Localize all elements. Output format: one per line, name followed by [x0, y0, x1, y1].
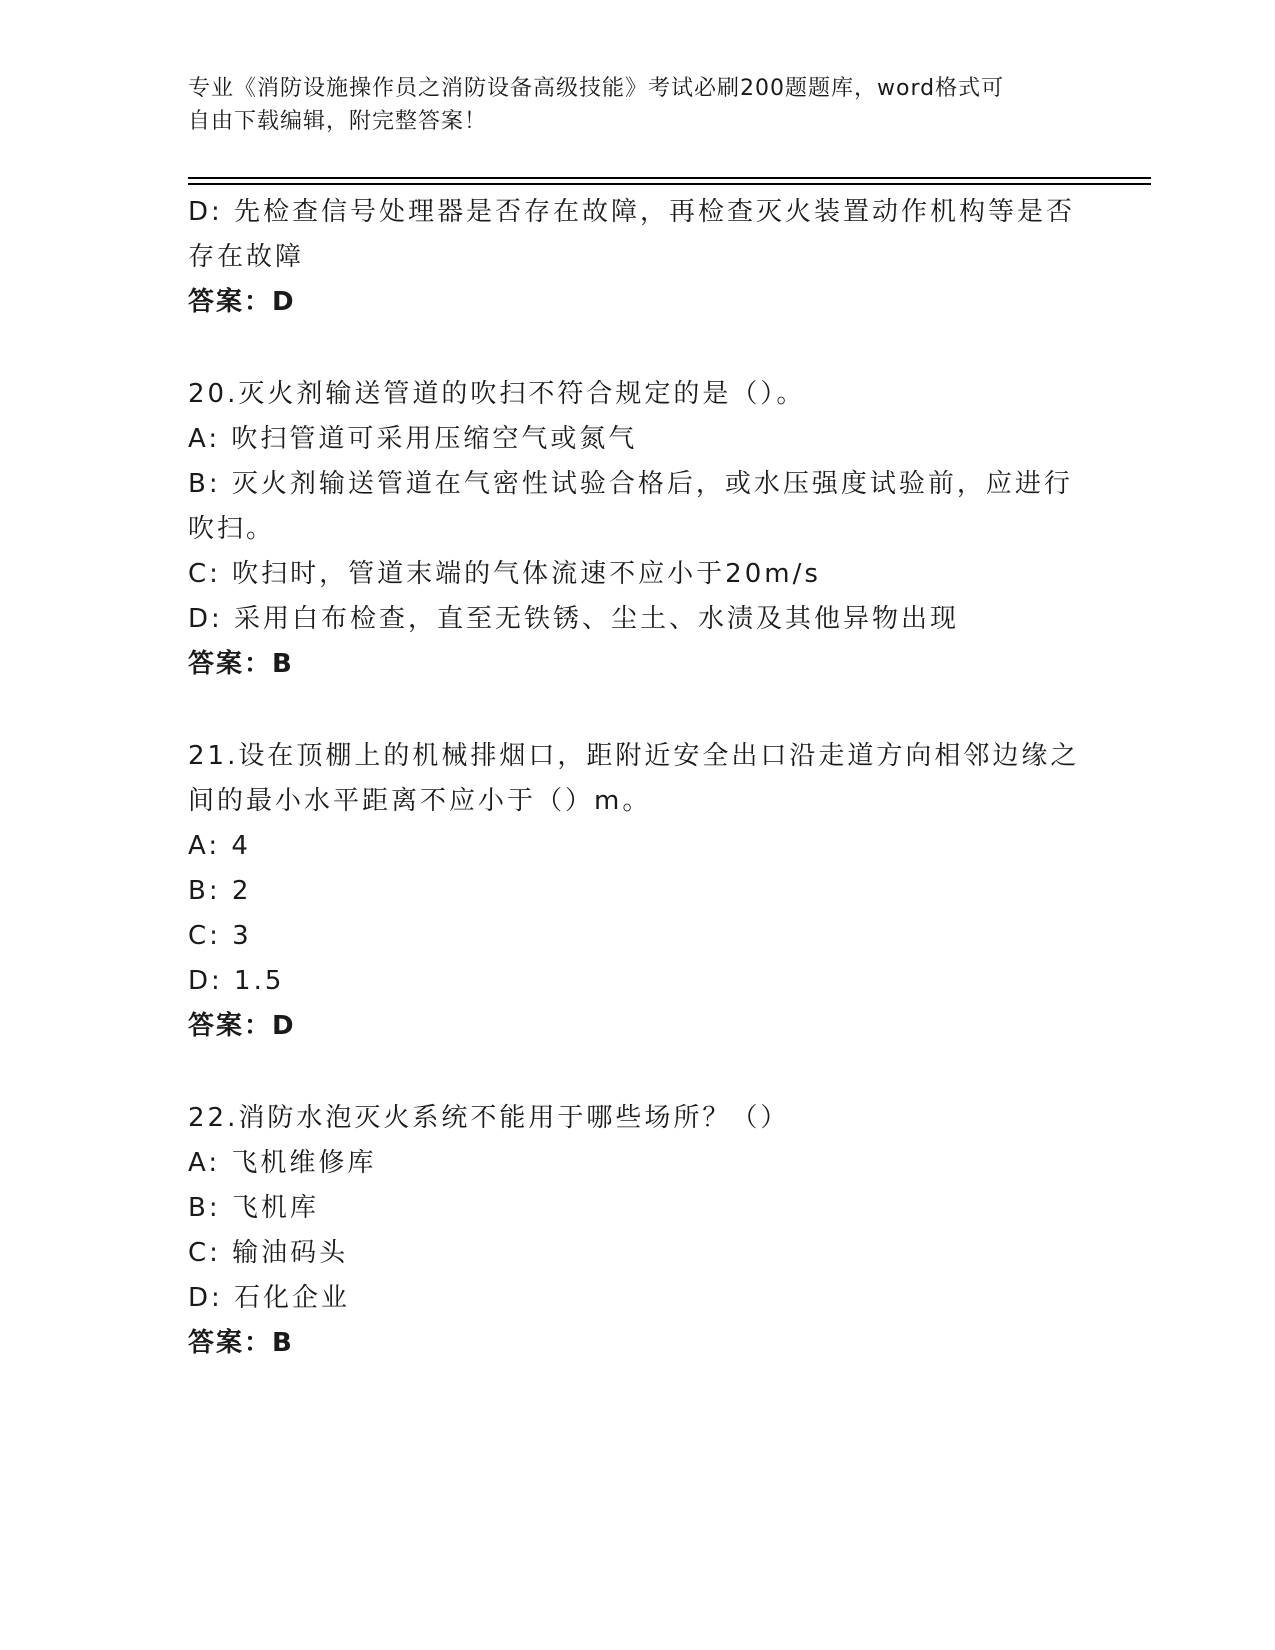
spacer — [188, 1049, 1088, 1096]
question-block-20 — [188, 372, 1088, 687]
header-title-line-1: 专业《消防设施操作员之消防设备高级技能》考试必刷200题题库，word格式可 — [188, 76, 1005, 101]
spacer — [188, 325, 1088, 372]
answer-label: 答案：D — [188, 287, 296, 317]
question-stem: 20.灭火剂输送管道的吹扫不符合规定的是（）。 — [188, 379, 806, 409]
option-d-line-2: 存在故障 — [188, 242, 305, 272]
header-rule-bottom — [188, 183, 1151, 185]
option-b-line-2: 吹扫。 — [188, 514, 276, 544]
header-title-line-2: 自由下载编辑，附完整答案！ — [188, 109, 488, 134]
question-stem-line-1: 21.设在顶棚上的机械排烟口，距附近安全出口沿走道方向相邻边缘之 — [188, 741, 1080, 771]
question-block-22 — [188, 1096, 1088, 1366]
answer-label: 答案：B — [188, 649, 294, 679]
option-a: A: 吹扫管道可采用压缩空气或氮气 — [188, 424, 638, 454]
option-b: B: 2 — [188, 876, 252, 906]
header-rule-top — [188, 177, 1151, 179]
question-stem-line-2: 间的最小水平距离不应小于（）m。 — [188, 786, 652, 816]
spacer — [188, 687, 1088, 734]
option-c: C: 吹扫时，管道末端的气体流速不应小于20m/s — [188, 559, 821, 589]
option-b: B: 飞机库 — [188, 1193, 319, 1223]
option-a: A: 4 — [188, 831, 251, 861]
question-stem: 22.消防水泡灭火系统不能用于哪些场所？（） — [188, 1103, 790, 1133]
question-block-continued — [188, 190, 1088, 325]
option-d: D: 石化企业 — [188, 1283, 351, 1313]
option-b-line-1: B: 灭火剂输送管道在气密性试验合格后，或水压强度试验前，应进行 — [188, 469, 1073, 499]
answer-label: 答案：D — [188, 1011, 296, 1041]
option-d: D: 采用白布检查，直至无铁锈、尘土、水渍及其他异物出现 — [188, 604, 960, 634]
option-d-line-1: D: 先检查信号处理器是否存在故障，再检查灭火装置动作机构等是否 — [188, 197, 1076, 227]
option-d: D: 1.5 — [188, 966, 285, 996]
question-block-21 — [188, 734, 1088, 1049]
option-c: C: 输油码头 — [188, 1238, 349, 1268]
question-list — [188, 190, 1088, 1366]
option-c: C: 3 — [188, 921, 252, 951]
answer-label: 答案：B — [188, 1328, 294, 1358]
document-header — [188, 72, 1088, 138]
option-a: A: 飞机维修库 — [188, 1148, 377, 1178]
